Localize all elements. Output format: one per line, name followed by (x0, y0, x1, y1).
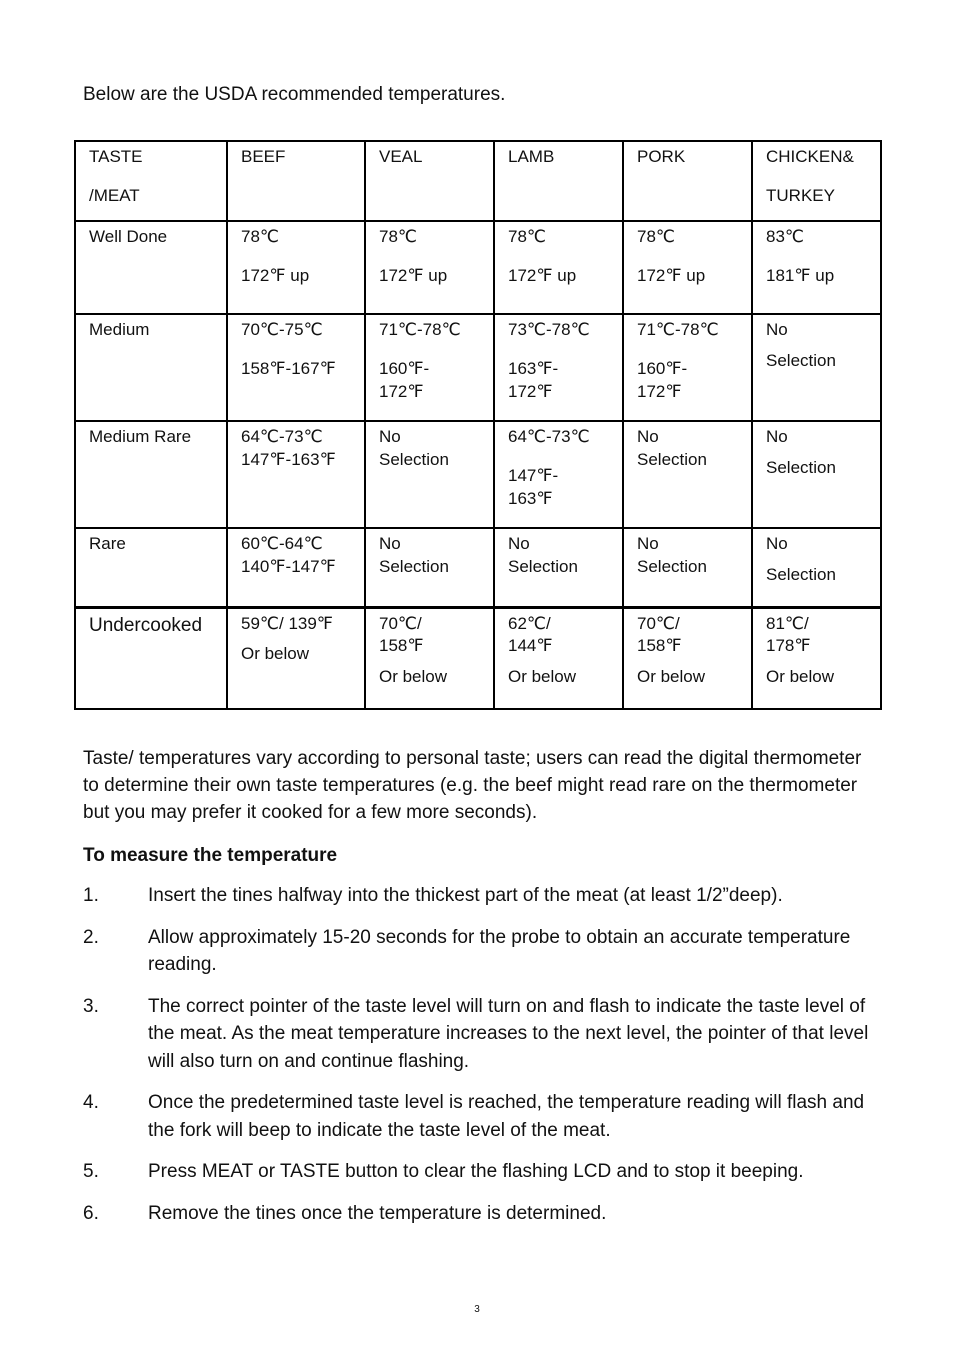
cell-veal: No Selection (365, 421, 494, 528)
instruction-steps (83, 882, 878, 1241)
cell-chicken: 83℃ 181℉ up (752, 221, 881, 314)
cell-lamb: 64℃-73℃ 147℉- 163℉ (494, 421, 623, 528)
header-chicken-turkey: CHICKEN& TURKEY (752, 141, 881, 221)
table-header-row (75, 141, 881, 221)
cell-beef: 70℃-75℃ 158℉-167℉ (227, 314, 365, 421)
list-item: 2. Allow approximately 15-20 seconds for the probe to obtain an accurate temperature reading. (83, 926, 851, 975)
list-item: 5. Press MEAT or TASTE button to clear the flashing LCD and to stop it beeping. (83, 1161, 804, 1182)
cell-pork: No Selection (623, 421, 752, 528)
list-item: 3. The correct pointer of the taste level will turn on and flash to indicate the taste level of the meat. As the meat temperature increases to the next level, the pointer of that level will also turn on and continue flashing. (83, 995, 869, 1072)
header-lamb: LAMB (494, 141, 623, 221)
row-label: Well Done (75, 221, 227, 314)
list-item: 6. Remove the tines once the temperature is determined. (83, 1202, 607, 1224)
cell-veal: 70℃/ 158℉ Or below (365, 607, 494, 709)
header-taste-meat: TASTE /MEAT (75, 141, 227, 221)
list-item: 1. Insert the tines halfway into the thickest part of the meat (at least 1/2”deep). (83, 885, 783, 906)
row-label: Medium (75, 314, 227, 421)
cell-pork: 71℃-78℃ 160℉- 172℉ (623, 314, 752, 421)
table-row-rare (75, 528, 881, 607)
cell-pork: 70℃/ 158℉ Or below (623, 607, 752, 709)
cell-chicken: No Selection (752, 421, 881, 528)
row-label: Undercooked (75, 607, 227, 709)
cell-lamb: No Selection (494, 528, 623, 607)
header-veal: VEAL (365, 141, 494, 221)
cell-pork: No Selection (623, 528, 752, 607)
cell-beef: 59℃/ 139℉ Or below (227, 607, 365, 709)
cell-veal: No Selection (365, 528, 494, 607)
cell-beef: 78℃ 172℉ up (227, 221, 365, 314)
header-pork: PORK (623, 141, 752, 221)
cell-veal: 78℃ 172℉ up (365, 221, 494, 314)
taste-paragraph: Taste/ temperatures vary according to personal taste; users can read the digital thermometer to determine their own taste temperatures (e.g. the beef might read rare on the thermometer but you may prefer it cooked for a few more seconds). (83, 748, 862, 823)
row-label: Medium Rare (75, 421, 227, 528)
table-row-well-done (75, 221, 881, 314)
table-row-medium (75, 314, 881, 421)
usda-temperature-table (74, 140, 882, 710)
cell-beef: 60℃-64℃ 140℉-147℉ (227, 528, 365, 607)
cell-chicken: No Selection (752, 528, 881, 607)
cell-lamb: 78℃ 172℉ up (494, 221, 623, 314)
cell-pork: 78℃ 172℉ up (623, 221, 752, 314)
cell-beef: 64℃-73℃ 147℉-163℉ (227, 421, 365, 528)
row-label: Rare (75, 528, 227, 607)
cell-chicken: No Selection (752, 314, 881, 421)
cell-lamb: 62℃/ 144℉ Or below (494, 607, 623, 709)
cell-veal: 71℃-78℃ 160℉- 172℉ (365, 314, 494, 421)
cell-chicken: 81℃/ 178℉ Or below (752, 607, 881, 709)
table-row-medium-rare (75, 421, 881, 528)
cell-lamb: 73℃-78℃ 163℉- 172℉ (494, 314, 623, 421)
list-item: 4. Once the predetermined taste level is reached, the temperature reading will flash and the fork will beep to indicate the taste level of the meat. (83, 1092, 865, 1141)
section-heading: To measure the temperature (83, 845, 338, 866)
table-row-undercooked (75, 607, 881, 709)
intro-text: Below are the USDA recommended temperatures. (83, 84, 506, 105)
page-number: 3 (474, 1304, 480, 1315)
header-beef: BEEF (227, 141, 365, 221)
